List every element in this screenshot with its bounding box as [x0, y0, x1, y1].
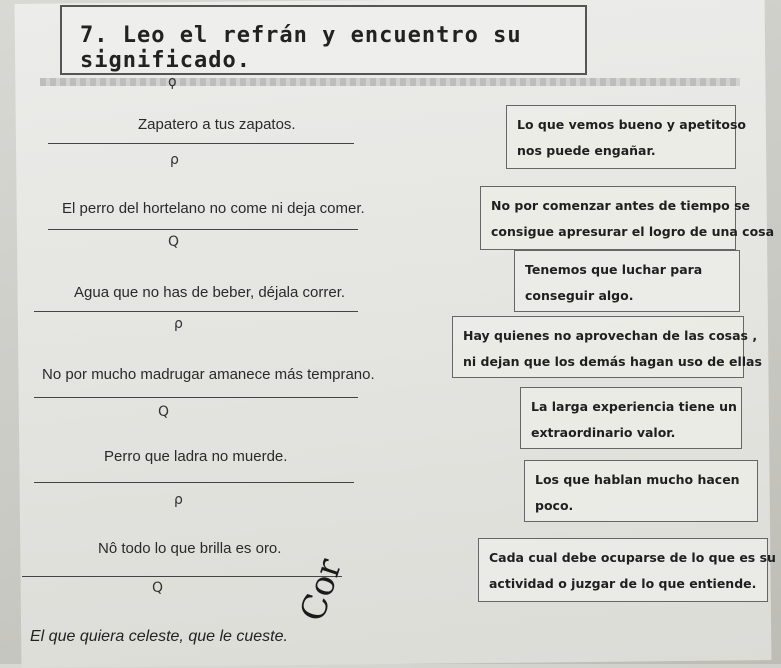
divider-bar	[40, 78, 740, 86]
answer-marker: Q	[158, 404, 170, 420]
meaning-box-3[interactable]	[514, 250, 740, 312]
meaning-text: actividad o juzgar de lo que entiende.	[489, 576, 757, 591]
saying-4: No por mucho madrugar amanece más temprano.	[42, 366, 375, 383]
handwritten-answer: Cor	[292, 553, 351, 627]
meaning-box-5[interactable]	[520, 387, 742, 449]
meaning-box-6[interactable]	[524, 460, 758, 522]
answer-marker: ρ	[170, 152, 179, 168]
meaning-text: Los que hablan mucho hacen	[535, 472, 740, 487]
answer-line-4[interactable]	[34, 397, 358, 398]
meaning-text: nos puede engañar.	[517, 143, 656, 158]
meaning-text: No por comenzar antes de tiempo se	[491, 198, 751, 213]
meaning-text: extraordinario valor.	[531, 425, 676, 440]
answer-line-2[interactable]	[48, 229, 358, 230]
answer-line-6[interactable]	[22, 576, 342, 577]
answer-marker: Q	[168, 234, 180, 250]
meaning-text: La larga experiencia tiene un	[531, 399, 737, 414]
saying-5: Perro que ladra no muerde.	[104, 448, 288, 465]
answer-line-3[interactable]	[34, 311, 358, 312]
meaning-text: Tenemos que luchar para	[525, 262, 703, 277]
saying-2: El perro del hortelano no come ni deja comer.	[62, 200, 365, 217]
saying-6: Nô todo lo que brilla es oro.	[98, 540, 282, 557]
meaning-box-1[interactable]	[506, 105, 746, 169]
meaning-text: consigue apresurar el logro de una cosa	[491, 224, 775, 239]
meaning-text: Lo que vemos bueno y apetitoso	[517, 117, 746, 132]
meaning-box-4[interactable]	[452, 316, 762, 378]
answer-marker: ρ	[174, 316, 183, 332]
answer-marker: Q	[152, 580, 164, 596]
saying-1: Zapatero a tus zapatos.	[138, 116, 296, 133]
meaning-box-7[interactable]	[478, 538, 776, 602]
meaning-box-2[interactable]	[480, 186, 775, 250]
saying-7: El que quiera celeste, que le cueste.	[30, 628, 288, 645]
meaning-text: ni dejan que los demás hagan uso de ellas	[463, 354, 762, 369]
title-box	[60, 5, 587, 75]
meaning-text: poco.	[535, 498, 574, 513]
meaning-text: Hay quienes no aprovechan de las cosas ,	[463, 328, 758, 343]
meaning-text: Cada cual debe ocuparse de lo que es su	[489, 550, 776, 565]
exercise-title: 7. Leo el refrán y encuentro su significado.	[80, 23, 522, 73]
meaning-text: conseguir algo.	[525, 288, 634, 303]
answer-marker: ρ	[174, 492, 183, 508]
answer-marker: ϙ	[168, 74, 177, 90]
answer-line-1[interactable]	[48, 143, 354, 144]
saying-3: Agua que no has de beber, déjala correr.	[74, 284, 346, 301]
answer-line-5[interactable]	[34, 482, 354, 483]
